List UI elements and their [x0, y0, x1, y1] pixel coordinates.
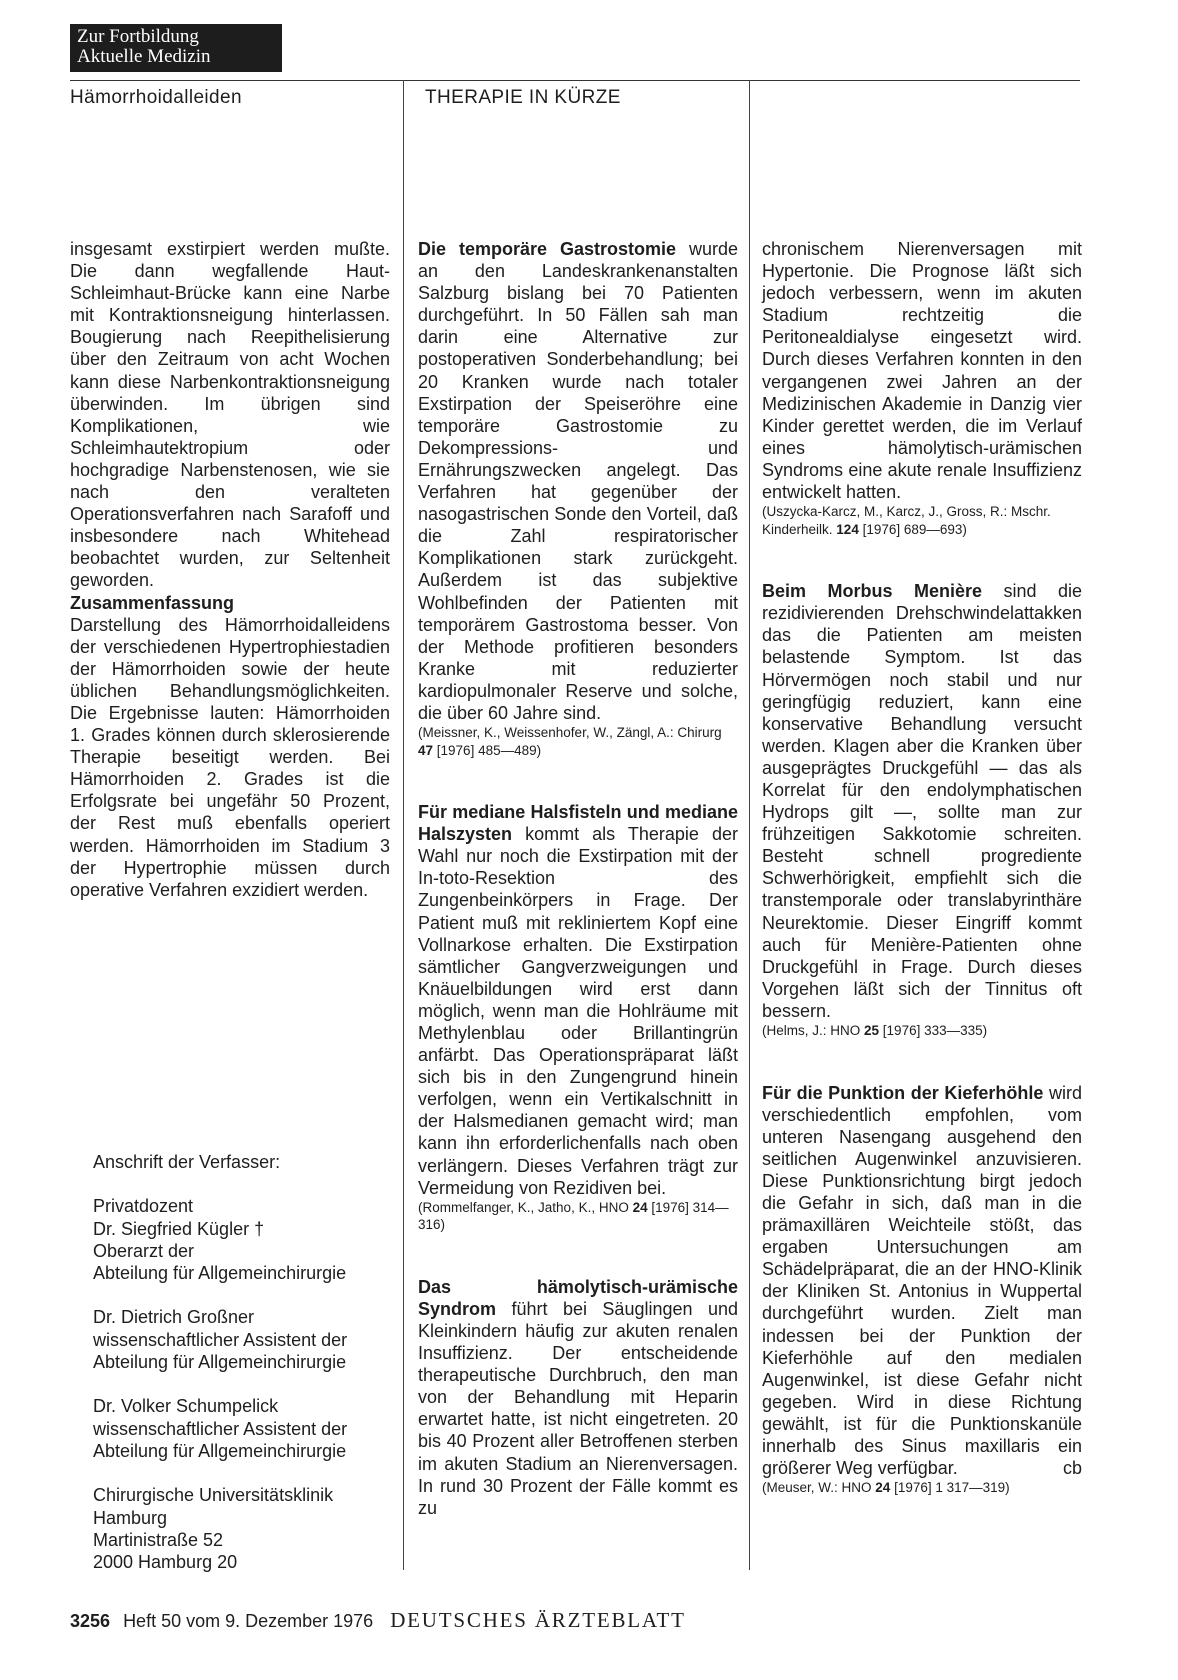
address-line: Hamburg	[93, 1507, 168, 1528]
journal-name: DEUTSCHES ÄRZTEBLATT	[390, 1608, 686, 1632]
author-initials: cb	[1062, 1458, 1082, 1479]
article-lead: Beim Morbus Menière	[762, 581, 982, 602]
running-head-right: THERAPIE IN KÜRZE	[425, 87, 621, 108]
summary-text: Darstellung des Hämorrhoidalleidens der verschiedenen Hypertrophiestadien der Hämorrhoiden sowie der heute üblichen Behandlungsmöglichkeiten. Die Ergebnisse lauten: Hämorrhoiden 1. Grades können durch sklerosierende Therapie beseitigt werden. Bei Hämorrhoiden 2. Grades ist die Erfolgsrate bei ungefähr 50 Prozent, der Rest muß ebenfalls operiert werden. Hämorrhoiden im Stadium 3 der Hypertrophie müssen durch operative Verfahren exzidiert werden.	[70, 614, 390, 900]
author-address	[93, 1151, 403, 1595]
article-lead: Das hämolytisch-urämische Syndrom	[418, 1276, 738, 1319]
article-reference	[762, 1479, 1082, 1497]
reference-text: [1976] 485—489)	[433, 742, 542, 758]
section-badge	[70, 24, 282, 72]
address-line: wissenschaftlicher Assistent der	[93, 1329, 348, 1350]
address-line: Abteilung für Allgemeinchirurgie	[93, 1352, 347, 1373]
reference-text: [1976] 314—316)	[418, 1199, 729, 1233]
badge-line-1: Zur Fortbildung	[77, 26, 199, 47]
article-continuation: insgesamt exstirpiert werden mußte. Die dann wegfallende Haut-Schleimhaut-Brücke kann eine Narbe mit Kontraktionsneigung hinterlassen. Bougierung nach Reepithelisierung über den Zeitraum von acht Wochen kann diese Narbenkontraktionsneigung überwinden. Im übrigen sind Komplikationen, wie Schleimhautektropium oder hochgradige Narbenstenosen, wie sie nach den veralteten Operationsverfahren nach Sarafoff und insbesondere nach Whitehead beobachtet wurden, zur Seltenheit geworden.	[70, 239, 390, 591]
reference-text: [1976] 333—335)	[879, 1023, 988, 1038]
reference-volume: 24	[632, 1199, 648, 1215]
article-body: sind die rezidivierenden Drehschwindelattakken das die Patienten am meisten belastende Symptom. Ist das Hörvermögen noch stabil und nur geringfügig reduziert, kann eine konservative Behandlung versucht werden. Klagen aber die Kranken über ausgeprägtes Druckgefühl — das als Korrelat für den endolymphatischen Hydrops gilt —, sollte man zur frühzeitigen Sakkotomie schreiten. Besteht schnell progrediente Schwerhörigkeit, empfiehlt sich die transtemporale oder translabyrinthäre Neurektomie. Dieser Eingriff kommt auch für Menière-Patienten ohne Druckgefühl in Frage. Durch dieses Vorgehen läßt sich der Tinnitus oft bessern.	[762, 581, 1082, 1021]
reference-text: (Rommelfanger, K., Jatho, K., HNO	[418, 1199, 633, 1215]
column-1	[70, 238, 390, 901]
address-line: wissenschaftlicher Assistent der	[93, 1418, 348, 1439]
article-lead: Für mediane Halsfisteln und mediane Halszysten	[418, 802, 738, 845]
article-halsfisteln	[418, 801, 738, 1199]
reference-text: (Meissner, K., Weissenhofer, W., Zängl, A.: Chirurg	[418, 725, 722, 741]
address-line: Privatdozent	[93, 1196, 194, 1217]
badge-line-2: Aktuelle Medizin	[77, 46, 211, 67]
address-title: Anschrift der Verfasser:	[93, 1152, 281, 1172]
column-divider-2	[749, 80, 750, 1570]
reference-volume: 124	[836, 521, 859, 537]
reference-volume: 24	[875, 1480, 891, 1496]
article-reference	[418, 724, 738, 759]
page-footer	[70, 1608, 686, 1633]
address-line: Martinistraße 52	[93, 1529, 224, 1550]
article-lead: Die temporäre Gastrostomie	[418, 239, 677, 259]
address-line: 2000 Hamburg 20	[93, 1552, 238, 1573]
reference-volume: 47	[418, 742, 434, 758]
running-head-left: Hämorrhoidalleiden	[70, 87, 242, 108]
reference-volume: 25	[864, 1023, 880, 1038]
article-hus-continuation: chronischem Nierenversagen mit Hypertonie. Die Prognose läßt sich jedoch verbessern, wenn im akuten Stadium rechtzeitig die Peritonealdialyse eingesetzt wird. Durch dieses Verfahren konnten in den vergangenen zwei Jahren an der Medizinischen Akademie in Danzig vier Kinder gerettet werden, die im Verlauf eines hämolytisch-urämischen Syndroms eine akute renale Insuffizienz entwickelt hatten.	[762, 239, 1082, 503]
issue-info: Heft 50 vom 9. Dezember 1976	[123, 1611, 374, 1631]
address-block-2	[93, 1306, 403, 1373]
address-line: Abteilung für Allgemeinchirurgie	[93, 1263, 347, 1284]
page-number: 3256	[70, 1611, 111, 1631]
column-divider-1	[403, 80, 404, 1570]
article-body: wird verschiedentlich empfohlen, vom unteren Nasengang ausgehend den seitlichen Augenwinkel anzuvisieren. Diese Punktionsrichtung birgt jedoch die Gefahr in sich, daß man in die prämaxillären Weichteile stößt, das ergaben Untersuchungen am Schädelpräparat, die an der HNO-Klinik der Kliniken St. Antonius in Wuppertal durchgeführt wurden. Zielt man indessen bei der Punktion der Kieferhöhle auf den medialen Augenwinkel, ist diese Gefahr nicht gegeben. Wird in diese Richtung gewählt, ist für die Punktionskanüle innerhalb des Sinus maxillaris ein größerer Weg verfügbar.	[762, 1082, 1082, 1479]
address-line: Dr. Siegfried Kügler †	[93, 1218, 265, 1239]
article-meniere	[762, 580, 1082, 1022]
article-gastrostomie	[418, 238, 738, 724]
article-reference	[762, 503, 1082, 538]
article-reference	[762, 1022, 1082, 1040]
article-body: führt bei Säuglingen und Kleinkindern häufig zur akuten renalen Insuffizienz. Der entscheidende therapeutische Durchbruch, den man von der Behandlung mit Heparin erwartet hatte, ist nicht eingetreten. 20 bis 40 Prozent aller Betroffenen sterben im akuten Stadium an Nierenversagen. In rund 30 Prozent der Fälle kommt es zu	[418, 1298, 738, 1518]
address-block-3	[93, 1395, 403, 1462]
address-line: Dr. Volker Schumpelick	[93, 1396, 279, 1417]
article-kieferhoehle	[762, 1082, 1082, 1480]
reference-text: (Helms, J.: HNO	[762, 1023, 865, 1038]
column-2	[418, 238, 738, 1519]
column-3	[762, 238, 1082, 1497]
header-rule	[70, 80, 1080, 81]
article-hus	[418, 1276, 738, 1519]
reference-text: (Meuser, W.: HNO	[762, 1480, 876, 1496]
address-line: Chirurgische Universitätsklinik	[93, 1485, 334, 1506]
address-line: Dr. Dietrich Großner	[93, 1307, 255, 1328]
address-line: Abteilung für Allgemeinchirurgie	[93, 1440, 347, 1461]
article-reference	[418, 1199, 738, 1234]
summary-heading: Zusammenfassung	[70, 592, 235, 613]
article-body: kommt als Therapie der Wahl nur noch die Exstirpation mit der In-toto-Resektion des Zungenbeinkörpers in Frage. Der Patient muß mit rekliniertem Kopf eine Vollnarkose erhalten. Die Exstirpation sämtlicher Gangverzweigungen und Knäuelbildungen wird erst dann möglich, wenn man die Hohlräume mit Methylenblau oder Brillantingrün anfärbt. Das Operationspräparat läßt sich bis in den Zungengrund hinein verfolgen, wenn ein Vertikalschnitt in der Halsmedianen gemacht wird; man kann ihn erforderlichenfalls nach oben verlängern. Dieses Verfahren trägt zur Vermeidung von Rezidiven bei.	[418, 824, 738, 1198]
article-lead: Für die Punktion der Kieferhöhle	[762, 1082, 1044, 1103]
reference-text: [1976] 1 317—319)	[890, 1480, 1010, 1496]
address-line: Oberarzt der	[93, 1240, 195, 1261]
article-body: wurde an den Landeskrankenanstalten Salzburg bislang bei 70 Patienten durchgeführt. In 50 Fällen sah man darin eine Alternative zur postoperativen Sonderbehandlung; bei 20 Kranken wurde nach totaler Exstirpation der Speiseröhre eine temporäre Gastrostomie zu Dekompressions- und Ernährungszwecken angelegt. Das Verfahren hat gegenüber der nasogastrischen Sonde den Vorteil, daß die Zahl respiratorischer Komplikationen stark zurückgeht. Außerdem ist das subjektive Wohlbefinden der Patienten mit temporärem Gastrostoma besser. Von der Methode profitieren besonders Kranke mit reduzierter kardiopulmonaler Reserve und solche, die über 60 Jahre sind.	[418, 239, 739, 723]
reference-text: [1976] 689—693)	[858, 521, 967, 537]
reference-text: (Uszycka-Karcz, M., Karcz, J., Gross, R.: Mschr. Kinderheilk.	[762, 504, 1051, 537]
address-block-1	[93, 1195, 403, 1284]
address-block-4	[93, 1484, 403, 1573]
